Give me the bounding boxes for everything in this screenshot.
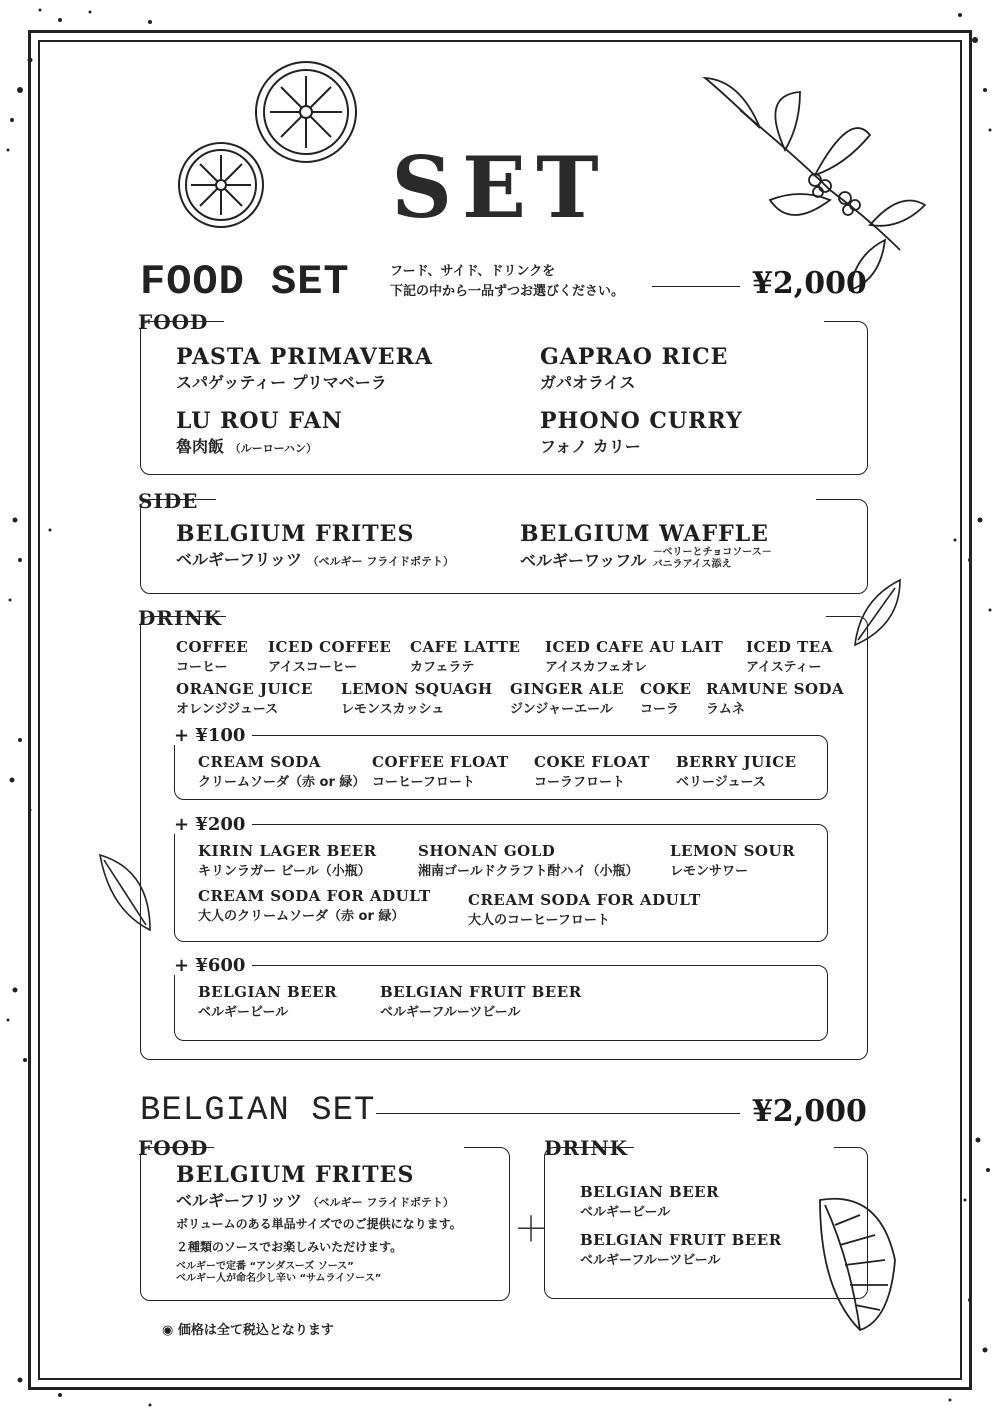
side-item-note2: バニラアイス添え xyxy=(652,559,732,570)
drink-item xyxy=(468,891,701,928)
drink-item-en: CREAM SODA FOR ADULT xyxy=(198,887,431,905)
drink-item-en: ICED CAFE AU LAIT xyxy=(545,638,724,656)
belgian-food-jp: ベルギーフリッツ xyxy=(176,1191,302,1210)
tier100-label: + ¥100 xyxy=(174,725,246,746)
tier600-label: + ¥600 xyxy=(174,955,246,976)
drink-item-en: LEMON SQUAGH xyxy=(341,680,493,698)
drink-item xyxy=(418,842,638,879)
drink-item-jp: レモンサワー xyxy=(670,864,749,879)
belgian-drink-box-gap xyxy=(634,1142,834,1152)
food-set-note xyxy=(390,262,624,302)
drink-item-jp: レモンスカッシュ xyxy=(341,702,445,717)
drink-item-jp: コーヒー xyxy=(176,660,228,675)
drink-item-jp: ベルギーフルーツビール xyxy=(380,1005,521,1020)
side-item-en: BELGIUM WAFFLE xyxy=(520,521,769,547)
food-item xyxy=(176,344,433,393)
drink-section-label: DRINK xyxy=(138,606,222,630)
food-item-jp: スパゲッティー プリマベーラ xyxy=(176,373,387,392)
food-item-en: LU ROU FAN xyxy=(176,408,343,434)
drink-item xyxy=(198,842,377,879)
drink-item-jp: キリンラガー ビール（小瓶） xyxy=(198,864,371,879)
drink-item xyxy=(198,753,365,790)
drink-item-jp: アイスカフェオレ xyxy=(545,660,648,675)
food-item-en: PHONO CURRY xyxy=(540,408,743,434)
drink-item xyxy=(176,680,313,717)
food-item xyxy=(540,408,743,457)
drink-item-en: BELGIAN FRUIT BEER xyxy=(380,983,582,1001)
drink-item-jp: ベルギービール xyxy=(198,1005,289,1020)
drink-item xyxy=(380,983,582,1020)
drink-item-en: LEMON SOUR xyxy=(670,842,796,860)
side-item-jp-notes xyxy=(653,547,772,571)
side-item-jp-note: （ベルギー フライドポテト） xyxy=(307,555,454,568)
belgian-drink-box xyxy=(544,1147,868,1299)
belgian-food-desc2: ２種類のソースでお楽しみいただけます。 xyxy=(176,1240,403,1254)
plus-sign: ＋ xyxy=(514,1210,548,1250)
side-item-jp-row xyxy=(176,547,454,570)
side-item-note1: －ベリーとチョコソース－ xyxy=(652,547,772,558)
belgian-food-desc1: ボリュームのある単品サイズでのご提供になります。 xyxy=(176,1217,462,1231)
belgian-food-box-gap xyxy=(214,1142,464,1152)
food-item-jp: ガパオライス xyxy=(540,373,636,392)
drink-item-jp: コーヒーフロート xyxy=(372,775,475,790)
drink-item xyxy=(545,638,723,675)
belgian-food-label: FOOD xyxy=(138,1136,209,1160)
drink-item xyxy=(341,680,493,717)
drink-item-en: CREAM SODA xyxy=(198,753,321,771)
side-section-label: SIDE xyxy=(138,489,199,513)
belgian-set-price-rule xyxy=(376,1113,740,1114)
drink-item xyxy=(372,753,509,790)
drink-item-jp: アイスティー xyxy=(746,660,822,675)
food-set-price-rule xyxy=(652,286,740,287)
food-item-en: GAPRAO RICE xyxy=(540,344,729,370)
drink-item-en: BELGIAN BEER xyxy=(198,983,338,1001)
drink-item-jp: 湘南ゴールドクラフト酎ハイ（小瓶） xyxy=(418,864,639,879)
belgian-food-jp-note: （ベルギー フライドポテト） xyxy=(307,1196,454,1209)
drink-item-jp: 大人のコーヒーフロート xyxy=(468,913,610,928)
drink-item-en: RAMUNE SODA xyxy=(706,680,845,698)
side-item-jp: ベルギーフリッツ xyxy=(176,550,302,569)
belgian-drink-jp: ベルギーフルーツビール xyxy=(580,1253,721,1268)
drink-item xyxy=(676,753,797,790)
food-item xyxy=(540,344,728,393)
drink-item-jp: クリームソーダ（赤 or 緑） xyxy=(198,775,366,790)
side-item-jp: ベルギーワッフル xyxy=(520,550,647,570)
belgian-set-title: BELGIAN SET xyxy=(140,1092,376,1130)
drink-item-jp: ベリージュース xyxy=(676,775,766,790)
drink-item-en: ICED COFFEE xyxy=(268,638,392,656)
food-item-en: PASTA PRIMAVERA xyxy=(176,344,433,370)
drink-item xyxy=(176,638,248,675)
side-box-gap xyxy=(216,494,816,504)
drink-box-gap xyxy=(226,611,826,621)
drink-item-jp: ラムネ xyxy=(706,702,745,717)
drink-item-en: COFFEE xyxy=(176,638,249,656)
side-item xyxy=(520,521,772,571)
belgian-food-item xyxy=(176,1162,462,1285)
belgian-drink-en: BELGIAN BEER xyxy=(580,1183,720,1201)
belgian-drink-item xyxy=(580,1231,782,1268)
drink-item-en: CAFE LATTE xyxy=(410,638,521,656)
drink-item-en: COKE FLOAT xyxy=(534,753,650,771)
belgian-drink-en: BELGIAN FRUIT BEER xyxy=(580,1231,782,1249)
drink-item xyxy=(670,842,795,879)
drink-item-jp: カフェラテ xyxy=(410,660,475,675)
drink-item-en: COFFEE FLOAT xyxy=(372,753,509,771)
food-item-jp-note: （ルーローハン） xyxy=(229,442,318,455)
drink-item xyxy=(640,680,691,717)
food-item-jp: フォノ カリー xyxy=(540,437,641,456)
drink-item xyxy=(268,638,391,675)
food-set-note-line1: フード、サイド、ドリンクを xyxy=(390,264,556,279)
food-set-price: ¥2,000 xyxy=(752,266,867,301)
food-section-label: FOOD xyxy=(138,310,209,334)
drink-item-en: CREAM SODA FOR ADULT xyxy=(468,891,701,909)
belgian-food-sauce2: ベルギー人が命名少し辛い “サムライソース” xyxy=(176,1273,382,1284)
drink-item-jp: オレンジジュース xyxy=(176,702,279,717)
food-box-gap xyxy=(224,316,824,326)
side-item-en: BELGIUM FRITES xyxy=(176,521,415,547)
drink-item-en: ICED TEA xyxy=(746,638,833,656)
drink-item-jp: コーラ xyxy=(640,702,680,717)
drink-item xyxy=(534,753,650,790)
belgian-food-jp-row xyxy=(176,1188,462,1211)
drink-item-jp: アイスコーヒー xyxy=(268,660,358,675)
food-set-note-line2: 下記の中から一品ずつお選びください。 xyxy=(390,284,625,299)
food-item-jp: 魯肉飯 xyxy=(176,437,225,456)
tax-note: ◉ 価格は全て税込となります xyxy=(162,1323,334,1338)
drink-item xyxy=(410,638,520,675)
side-item xyxy=(176,521,454,570)
drink-item-en: GINGER ALE xyxy=(510,680,625,698)
page-title: SET xyxy=(391,138,609,237)
drink-item-jp: コーラフロート xyxy=(534,775,626,790)
drink-item-en: SHONAN GOLD xyxy=(418,842,556,860)
belgian-drink-jp: ベルギービール xyxy=(580,1205,671,1220)
food-item xyxy=(176,408,343,457)
food-set-title: FOOD SET xyxy=(140,258,350,306)
belgian-food-en: BELGIUM FRITES xyxy=(176,1162,415,1188)
drink-item-en: KIRIN LAGER BEER xyxy=(198,842,377,860)
tier200-label: + ¥200 xyxy=(174,814,246,835)
belgian-drink-item xyxy=(580,1183,719,1220)
drink-item xyxy=(198,983,337,1020)
food-item-jp-row xyxy=(176,434,343,457)
belgian-food-sauce1: ベルギーで定番 “アンダスーズ ソース” xyxy=(176,1261,354,1272)
drink-item xyxy=(706,680,844,717)
drink-item-jp: ジンジャーエール xyxy=(510,702,613,717)
belgian-drink-label: DRINK xyxy=(544,1136,628,1160)
drink-item-jp: 大人のクリームソーダ（赤 or 緑） xyxy=(198,909,405,924)
drink-item-en: COKE xyxy=(640,680,692,698)
belgian-set-price: ¥2,000 xyxy=(752,1094,867,1129)
drink-item xyxy=(510,680,624,717)
drink-item-en: ORANGE JUICE xyxy=(176,680,313,698)
drink-item xyxy=(746,638,833,675)
side-item-jp-row xyxy=(520,547,772,571)
drink-item xyxy=(198,887,431,924)
drink-item-en: BERRY JUICE xyxy=(676,753,797,771)
